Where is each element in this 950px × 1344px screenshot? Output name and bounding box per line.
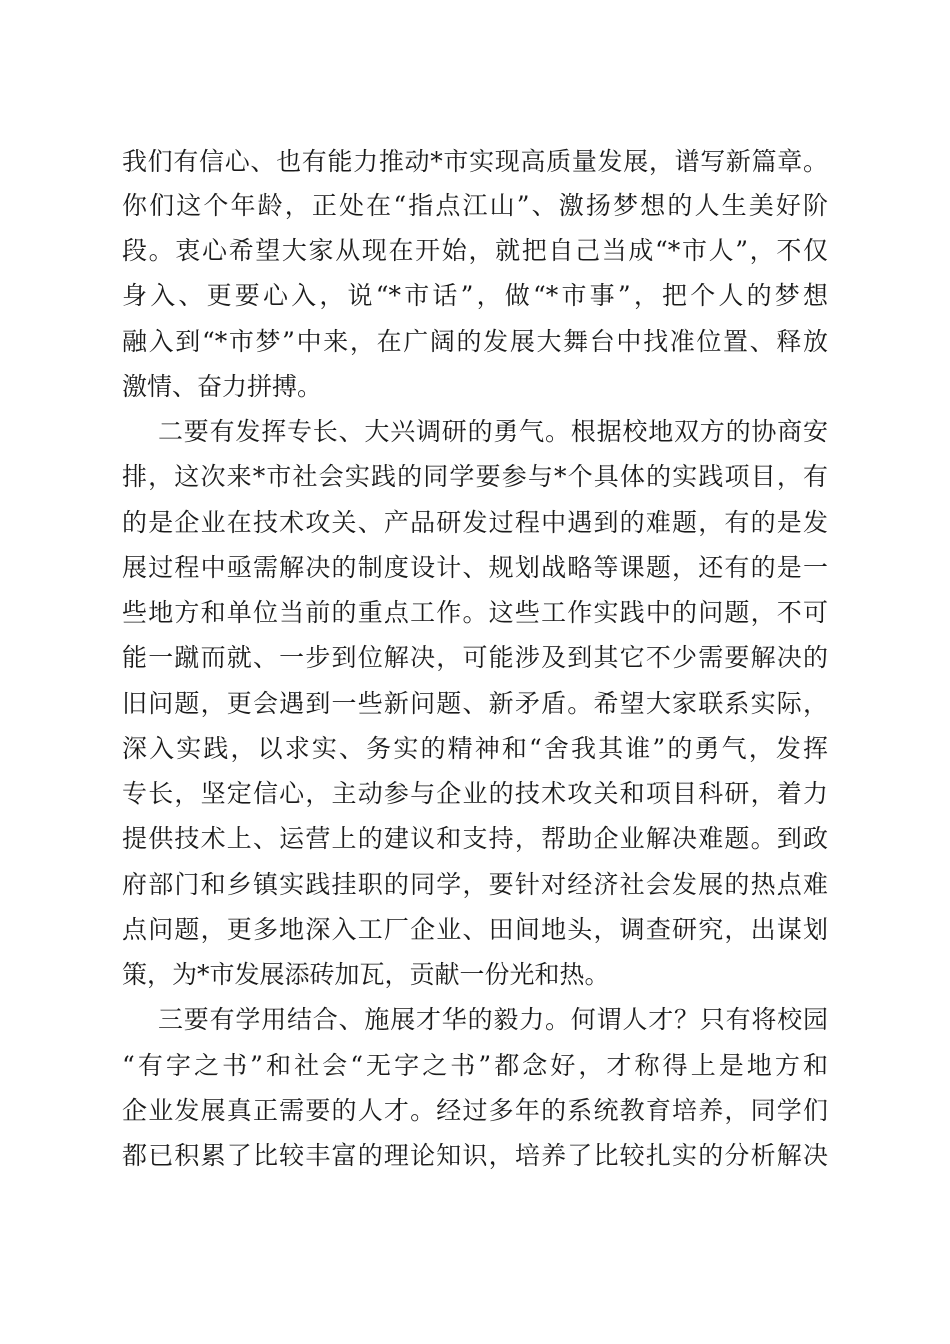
- text-line: 展过程中亟需解决的制度设计、规划战略等课题，还有的是一: [122, 553, 828, 582]
- text-line: 企业发展真正需要的人才。经过多年的系统教育培养，同学们: [122, 1096, 828, 1125]
- text-line: 策，为*市发展添砖加瓦，贡献一份光和热。: [122, 960, 610, 989]
- text-line: 激情、奋力拼搏。: [122, 372, 323, 401]
- paragraph-lead-line: 二要有发挥专长、大兴调研的勇气。根据校地双方的协商安: [158, 417, 828, 446]
- text-line: 府部门和乡镇实践挂职的同学，要针对经济社会发展的热点难: [122, 870, 828, 899]
- text-line: 排，这次来*市社会实践的同学要参与*个具体的实践项目，有: [122, 462, 828, 491]
- text-line: 段。衷心希望大家从现在开始，就把自己当成“*市人”，不仅: [122, 236, 828, 265]
- text-line: 提供技术上、运营上的建议和支持，帮助企业解决难题。到政: [122, 824, 828, 853]
- text-line: 身入、更要心入，说“*市话”，做“*市事”，把个人的梦想: [122, 281, 828, 310]
- text-line: 点问题，更多地深入工厂企业、田间地头，调查研究，出谋划: [122, 915, 828, 944]
- text-line: 我们有信心、也有能力推动*市实现高质量发展，谱写新篇章。: [122, 147, 828, 176]
- text-line: 专长，坚定信心，主动参与企业的技术攻关和项目科研，着力: [122, 779, 828, 808]
- text-line: 融入到“*市梦”中来，在广阔的发展大舞台中找准位置、释放: [122, 327, 828, 356]
- text-line: 你们这个年龄，正处在“指点江山”、激扬梦想的人生美好阶: [122, 191, 828, 220]
- text-line: 旧问题，更会遇到一些新问题、新矛盾。希望大家联系实际，: [122, 689, 828, 718]
- text-line: 能一蹴而就、一步到位解决，可能涉及到其它不少需要解决的: [122, 643, 828, 672]
- text-line: 些地方和单位当前的重点工作。这些工作实践中的问题，不可: [122, 598, 828, 627]
- paragraph-lead-line: 三要有学用结合、施展才华的毅力。何谓人才？只有将校园: [158, 1005, 828, 1034]
- text-line: “有字之书”和社会“无字之书”都念好，才称得上是地方和: [122, 1051, 828, 1080]
- text-line: 都已积累了比较丰富的理论知识，培养了比较扎实的分析解决: [122, 1141, 828, 1170]
- text-line: 深入实践，以求实、务实的精神和“舍我其谁”的勇气，发挥: [122, 734, 828, 763]
- text-line: 的是企业在技术攻关、产品研发过程中遇到的难题，有的是发: [122, 508, 828, 537]
